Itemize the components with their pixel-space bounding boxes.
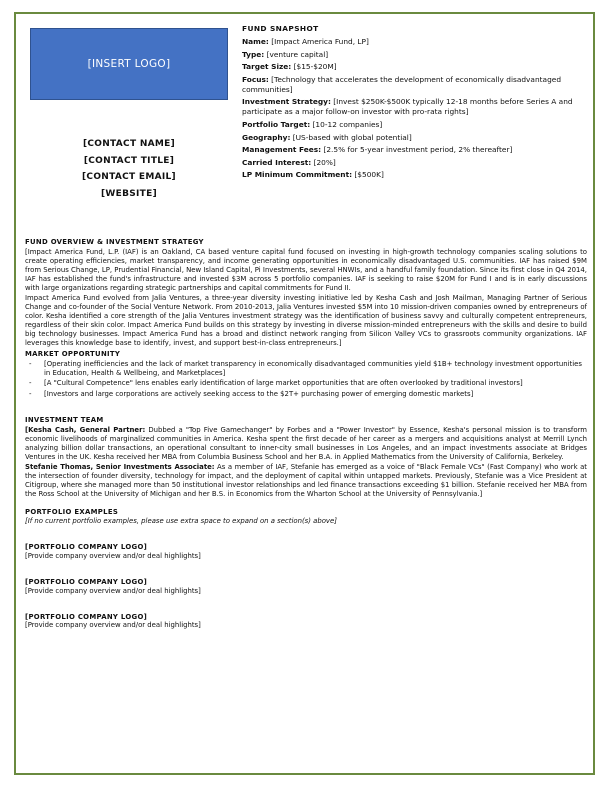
snapshot-value: [20%] (311, 157, 336, 167)
contact-title: [CONTACT TITLE] (83, 155, 175, 166)
overview-title: FUND OVERVIEW & INVESTMENT STRATEGY (25, 238, 204, 246)
portfolio-note: [If no current portfolio examples, please use extra space to expand on a section(s) above] (25, 516, 337, 525)
overview-paragraph-2: Impact America Fund evolved from Jalia Ventures, a three-year diversity investing initiative led by Kesha Cash and Josh Mailman, Managing Partner of Serious Change and co-founder of the Social Venture Network. From 2010-2013, Jalia Ventures invested $5M into 10 mission-driven companies owned by entrepreneurs of color. Kesha identified a core strength of the Jalia Ventures investment strategy was the identification of business savvy and culturally competent entrepreneurs, regardless of their skin color. Impact America Fund builds on this strategy by investing in diverse mission-minded entrepreneurs with the skills and desire to build big technology businesses. Impact America Fund has a broad and distinct network ranging from Silicon Valley VCs to grassroots community organizations. IAF leverages this knowledge base to identify, invest, and support best-in-class entrepreneurs.] (25, 294, 587, 347)
snapshot-value: [US-based with global potential] (290, 132, 412, 142)
team-member-bio: Dubbed a "Top Five Gamechanger" by Forbes and a "Power Investor" by Essence, Kesha's personal mission is to transform economic livelihoods of marginalized communities in America. Kesha spent the first decade of her career as a mergers and acquisitions analyst at Merrill Lynch analyzing billion dollar transactions, an operational consultant to inner-city small businesses in Los Angeles, and an impact investments associate at Bridges Ventures in the UK. Kesha received her MBA from Columbia Business School and her B.A. in Applied Mathematics from the University of California, Berkeley. (25, 425, 587, 461)
portfolio-company-logo-1: [PORTFOLIO COMPANY LOGO] (25, 542, 148, 551)
snapshot-label: Management Fees: (242, 145, 322, 155)
snapshot-row-target-size (242, 62, 587, 72)
snapshot-row-name (242, 37, 587, 47)
snapshot-value: [$500K] (352, 170, 384, 180)
snapshot-label: Focus: (242, 74, 269, 84)
logo-placeholder (30, 28, 228, 100)
snapshot-row-fees (242, 145, 587, 155)
snapshot-value: [$15-$20M] (291, 62, 337, 72)
portfolio-company-desc-1: [Provide company overview and/or deal highlights] (25, 551, 201, 560)
list-item: - [A "Cultural Competence" lens enables early identification of large market opportunities that are often overlooked by traditional investors] (25, 379, 587, 388)
snapshot-label: Type: (242, 49, 265, 59)
market-list (25, 360, 587, 399)
portfolio-company-logo-2: [PORTFOLIO COMPANY LOGO] (25, 577, 148, 586)
snapshot-row-geography (242, 133, 587, 143)
team-member-name: Stefanie Thomas, Senior Investments Associate: (25, 463, 215, 472)
snapshot-row-portfolio-target (242, 120, 587, 130)
overview-paragraph-1: [Impact America Fund, L.P. (IAF) is an Oakland, CA based venture capital fund focused on investing in high-growth technology companies scaling solutions to create operating efficiencies, market transparency, and income generating opportunities in economically disadvantaged U.S. communities. IAF has raised $9M from Serious Change, LP, Prudential Financial, New Island Capital, Pi Investments, several HNWIs, and a handful family foundation. Since its first close in Q4 2014, IAF has established the fund's infrastructure and invested $3M across 5 portfolio companies. IAF is seeking to raise $20M for Fund I and is in early discussions with large organizations regarding strategic partnerships and capital commitments for Fund II. (25, 247, 587, 292)
snapshot-value: [2.5% for 5-year investment period, 2% thereafter] (321, 145, 513, 155)
fund-snapshot (242, 24, 587, 183)
portfolio-company-desc-2: [Provide company overview and/or deal highlights] (25, 586, 201, 595)
snapshot-value: [Invest $250K-$500K typically 12-18 months before Series A and participate as a major follow-on investor with pro-rata rights] (242, 97, 573, 117)
team-member-1 (25, 426, 587, 462)
snapshot-row-lp-minimum (242, 170, 587, 180)
contact-name: [CONTACT NAME] (82, 139, 176, 149)
team-title: INVESTMENT TEAM (25, 415, 104, 424)
main-content (25, 238, 587, 630)
snapshot-header: FUND SNAPSHOT (242, 24, 319, 33)
contact-website: [WEBSITE] (101, 188, 157, 199)
snapshot-value: [Impact America Fund, LP] (268, 37, 369, 46)
snapshot-value: [10-12 companies] (310, 119, 383, 129)
portfolio-title: PORTFOLIO EXAMPLES (25, 508, 119, 517)
snapshot-value: [venture capital] (264, 49, 329, 59)
snapshot-label: Carried Interest: (242, 157, 312, 167)
logo-placeholder-text: [INSERT LOGO] (87, 58, 171, 70)
snapshot-label: Geography: (242, 132, 291, 142)
contact-email: [CONTACT EMAIL] (82, 172, 176, 182)
snapshot-label: Investment Strategy: (242, 97, 331, 107)
snapshot-label: Target Size: (242, 62, 292, 72)
team-member-2 (25, 463, 587, 499)
market-title: MARKET OPPORTUNITY (25, 349, 121, 358)
portfolio-company-desc-3: [Provide company overview and/or deal highlights] (25, 621, 201, 630)
contact-block (30, 136, 228, 202)
snapshot-row-type (242, 50, 587, 60)
snapshot-row-strategy (242, 97, 587, 117)
portfolio-company-logo-3: [PORTFOLIO COMPANY LOGO] (25, 612, 148, 621)
snapshot-label: Name: (242, 37, 269, 46)
snapshot-row-focus (242, 75, 587, 95)
team-member-bio: As a member of IAF, Stefanie has emerged as a voice of "Black Female VCs" (Fast Company) who work at the intersection of founder diversity, technology for impact, and the deployment of capital within untapped markets. Previously, Stefanie was a Vice President at Citigroup, where she managed more than 50 institutional investor relationships and led finance transactions exceeding $1 billion. Stefanie received her MBA from the Ross School at the University of Michigan and her B.S. in Economics from the Wharton School at the University of Pennsylvania.] (25, 463, 587, 499)
list-item: - [Investors and large corporations are actively seeking access to the $2T+ purchasing power of emerging domestic markets] (25, 390, 587, 399)
snapshot-label: Portfolio Target: (242, 119, 311, 129)
snapshot-value: [Technology that accelerates the development of economically disadvantaged communities] (242, 74, 562, 94)
list-item: - [Operating inefficiencies and the lack of market transparency in economically disadvantaged communities yield $1B+ technology investment opportunities in Education, Health & Wellbeing, and Marketplaces] (25, 360, 587, 378)
snapshot-row-carry (242, 158, 587, 168)
team-member-name: [Kesha Cash, General Partner: (25, 425, 146, 434)
snapshot-label: LP Minimum Commitment: (242, 170, 353, 180)
